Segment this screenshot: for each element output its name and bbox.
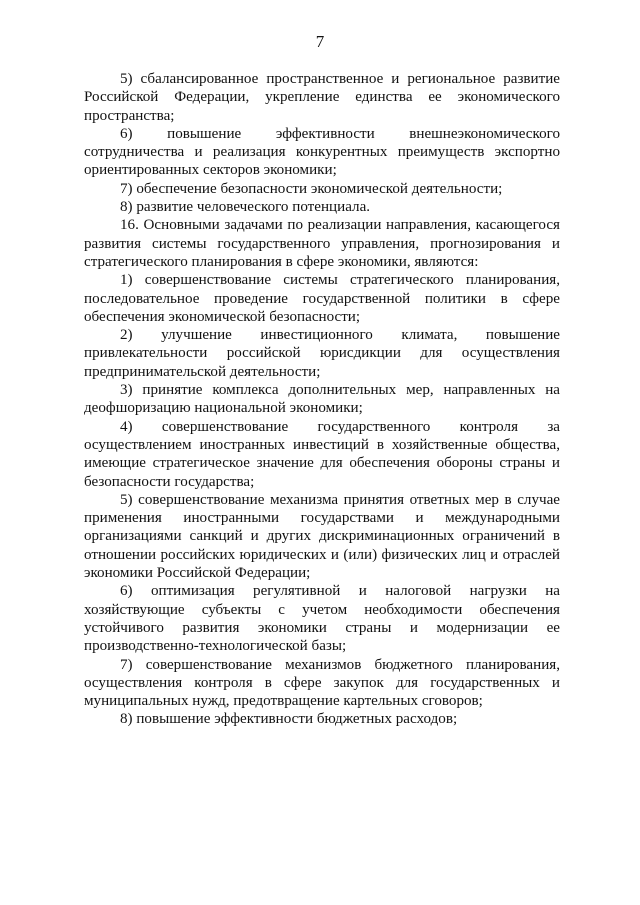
paragraph-16-intro: 16. Основными задачами по реализации направления, касающегося развития системы государственного управления, прогнозирования и стратегического планирования в сфере экономики, являются: [84, 217, 560, 270]
task-item-6: 6) оптимизация регулятивной и налоговой нагрузки на хозяйствующие субъекты с учетом необходимости обеспечения устойчивого развития экономики страны и модернизации ее производственно-технологической базы; [84, 583, 560, 655]
page-number: 7 [315, 32, 325, 51]
task-item-3: 3) принятие комплекса дополнительных мер, направленных на деофшоризацию национальной экономики; [84, 382, 560, 417]
task-item-2: 2) улучшение инвестиционного климата, повышение привлекательности российской юрисдикции для осуществления предпринимательской деятельности; [84, 327, 560, 380]
paragraph-item-5: 5) сбалансированное пространственное и региональное развитие Российской Федерации, укрепление единства ее экономического пространства; [84, 71, 560, 124]
document-body [84, 70, 560, 729]
task-item-7: 7) совершенствование механизмов бюджетного планирования, осуществления контроля в сфере закупок для государственных и муниципальных нужд, предотвращение картельных сговоров; [84, 656, 560, 710]
task-item-8: 8) повышение эффективности бюджетных расходов; [120, 711, 458, 728]
paragraph-item-6: 6) повышение эффективности внешнеэкономического сотрудничества и реализация конкурентных преимуществ экспортно ориентированных секторов экономики; [84, 125, 560, 179]
paragraph-item-7: 7) обеспечение безопасности экономической деятельности; [120, 180, 503, 197]
paragraph-item-8: 8) развитие человеческого потенциала. [120, 199, 371, 216]
task-item-4: 4) совершенствование государственного контроля за осуществлением иностранных инвестиций в хозяйственные общества, имеющие стратегическое значение для обеспечения обороны страны и безопасности государства; [84, 418, 560, 490]
task-item-5: 5) совершенствование механизма принятия ответных мер в случае применения иностранными государствами и международными организациями санкций и других дискриминационных ограничений в отношении российских юридических и (или) физических лиц и отраслей экономики Российской Федерации; [84, 491, 560, 582]
task-item-1: 1) совершенствование системы стратегического планирования, последовательное проведение государственной политики в сфере обеспечения экономической безопасности; [84, 272, 560, 325]
